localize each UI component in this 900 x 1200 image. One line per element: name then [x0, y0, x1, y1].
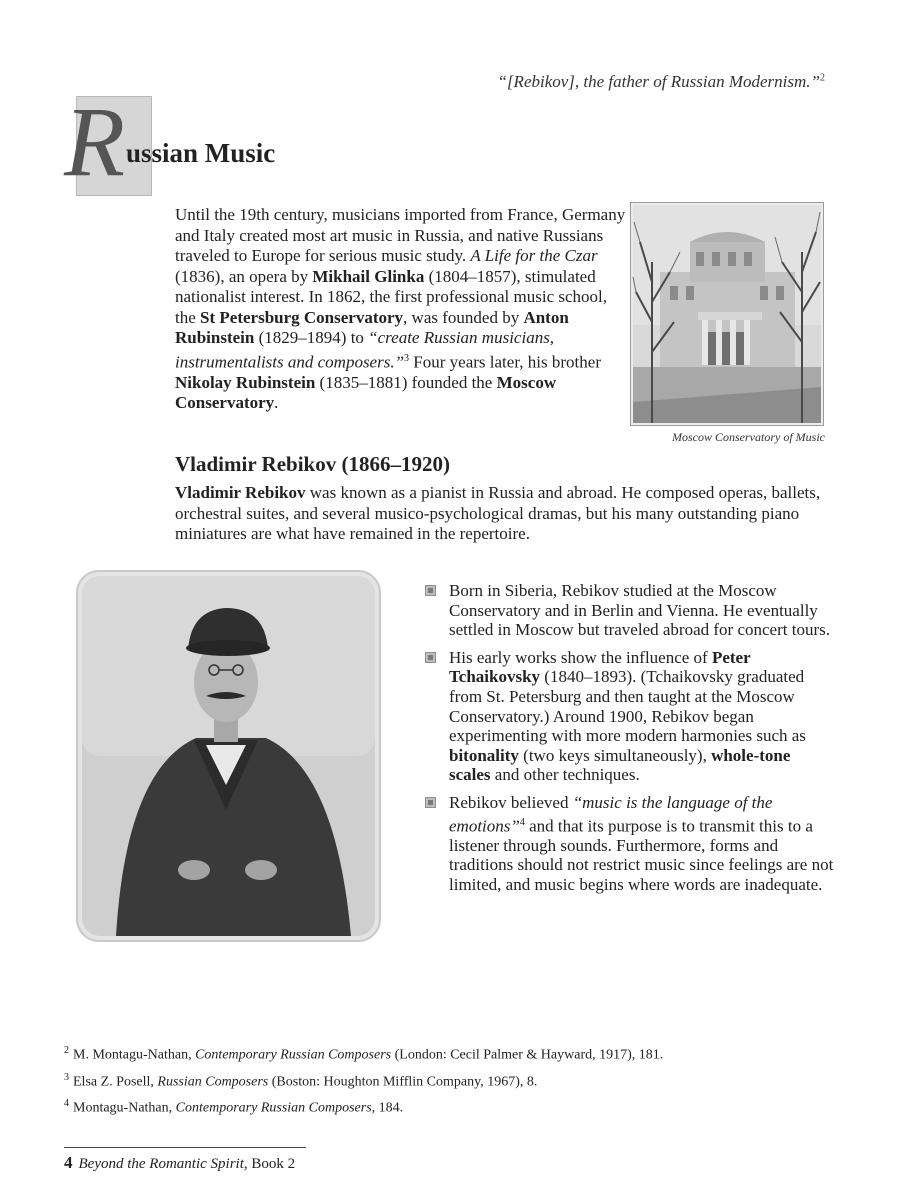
intro-text: .: [274, 393, 279, 413]
rebikov-quote: “music is the language of the emotions”: [449, 792, 773, 836]
footer-rule: [64, 1147, 306, 1148]
intro-text: (1804–1857), stimulated nationalist interest. In 1862, the first professional music school, the: [175, 266, 608, 327]
intro-text: Until the 19th century, musicians imported from France, Germany and Italy created most art music in Russia, and native Russians traveled to Europe for serious music study.: [175, 205, 626, 265]
bullet-text: Rebikov believed: [449, 792, 573, 812]
st-petersburg-conservatory: St Petersburg Conservatory: [200, 307, 404, 327]
bullet-text: and that its purpose is to transmit this to a listener through sounds. Furthermore, forms and traditions should not restrict music since feelings are not limited, and music begins where words are inadequate.: [449, 816, 834, 894]
photo-caption: Moscow Conservatory of Music: [672, 430, 825, 444]
footnote-text: (London: Cecil Palmer & Hayward, 1917), 181.: [391, 1047, 664, 1063]
footnote-text: M. Montagu-Nathan,: [73, 1047, 196, 1063]
rebikov-heading: Vladimir Rebikov (1866–1920): [175, 452, 450, 476]
page-footer: [64, 1153, 295, 1173]
rebikov-bio: [175, 483, 825, 545]
term-bitonality: bitonality: [449, 745, 519, 765]
rebikov-portrait: [76, 570, 381, 942]
rebikov-name: Vladimir Rebikov: [175, 483, 306, 502]
book-title: Beyond the Romantic Spirit,: [78, 1156, 248, 1172]
section-title: ussian Music: [126, 138, 276, 168]
epigraph: [497, 72, 825, 92]
list-item: [425, 793, 835, 895]
footnote: [64, 1067, 844, 1094]
intro-text: Four years later, his brother: [409, 352, 601, 372]
epigraph-quote: “[Rebikov], the father of Russian Modernism.”: [497, 72, 820, 91]
intro-text: (1836), an opera by: [175, 266, 313, 286]
bullet-text: His early works show the influence of: [449, 647, 712, 667]
anton-rubinstein-name: Anton Rubinstein: [175, 307, 569, 347]
epigraph-footnote-ref: 2: [820, 72, 825, 84]
list-item: [425, 648, 835, 785]
footnote-ref: 3: [404, 352, 410, 364]
rubinstein-quote: “create Russian musicians, instrumentalists and composers.”: [175, 328, 555, 372]
footnote-text: 184.: [375, 1100, 404, 1116]
footnote-number: 3: [64, 1071, 69, 1083]
footnote-number: 4: [64, 1098, 69, 1110]
footnote-text: Elsa Z. Posell,: [73, 1074, 158, 1090]
tchaikovsky-name: Peter Tchaikovsky: [449, 647, 751, 687]
bullet-text: and other techniques.: [490, 765, 640, 785]
square-bullet-icon: [425, 652, 436, 663]
nikolay-rubinstein-name: Nikolay Rubinstein: [175, 372, 316, 392]
bio-text: was known as a pianist in Russia and abroad. He composed operas, ballets, orchestral suites, and several musico-psychological dramas, but his many outstanding piano miniatures are what have remained in the repertoire.: [175, 483, 821, 543]
square-bullet-icon: [425, 797, 436, 808]
book-part: Book 2: [247, 1156, 296, 1172]
footnote-title: Contemporary Russian Composers: [195, 1047, 392, 1063]
intro-text: (1835–1881) founded the: [315, 372, 497, 392]
intro-text: (1829–1894) to: [254, 328, 369, 347]
bullet-text: (1840–1893). (Tchaikovsky graduated from St. Petersburg and then taught at the Moscow Conservatory.) Around 1900, Rebikov began experimenting with more modern harmonies such as: [449, 667, 806, 746]
bullet-text: Born in Siberia, Rebikov studied at the Moscow Conservatory and in Berlin and Vienna. He eventually settled in Moscow but traveled abroad for concert tours.: [449, 581, 830, 640]
footnote-number: 2: [64, 1045, 69, 1056]
footnote-title: Russian Composers: [157, 1074, 269, 1090]
footnote-text: (Boston: Houghton Mifflin Company, 1967), 8.: [268, 1074, 538, 1090]
rebikov-facts-list: [425, 581, 835, 903]
footnote-text: Montagu-Nathan,: [73, 1100, 176, 1116]
intro-paragraph: [175, 205, 627, 414]
footnote: [64, 1093, 844, 1120]
footnote-title: Contemporary Russian Composers,: [175, 1100, 376, 1116]
opera-title: A Life for the Czar: [470, 246, 598, 265]
drop-letter: R: [64, 86, 126, 197]
intro-text: , was founded by: [403, 307, 524, 327]
bullet-text: (two keys simultaneously),: [518, 745, 712, 765]
term-whole-tone-scales: whole-tone scales: [449, 745, 791, 785]
footnote: [64, 1040, 844, 1067]
moscow-conservatory-photo: [630, 202, 824, 426]
glinka-name: Mikhail Glinka: [312, 266, 425, 286]
page-number: 4: [64, 1153, 73, 1172]
list-item: [425, 581, 835, 640]
footnote-ref: 4: [519, 816, 525, 828]
footnotes: [64, 1040, 844, 1120]
moscow-conservatory: Moscow Conservatory: [175, 372, 557, 413]
square-bullet-icon: [425, 585, 436, 596]
